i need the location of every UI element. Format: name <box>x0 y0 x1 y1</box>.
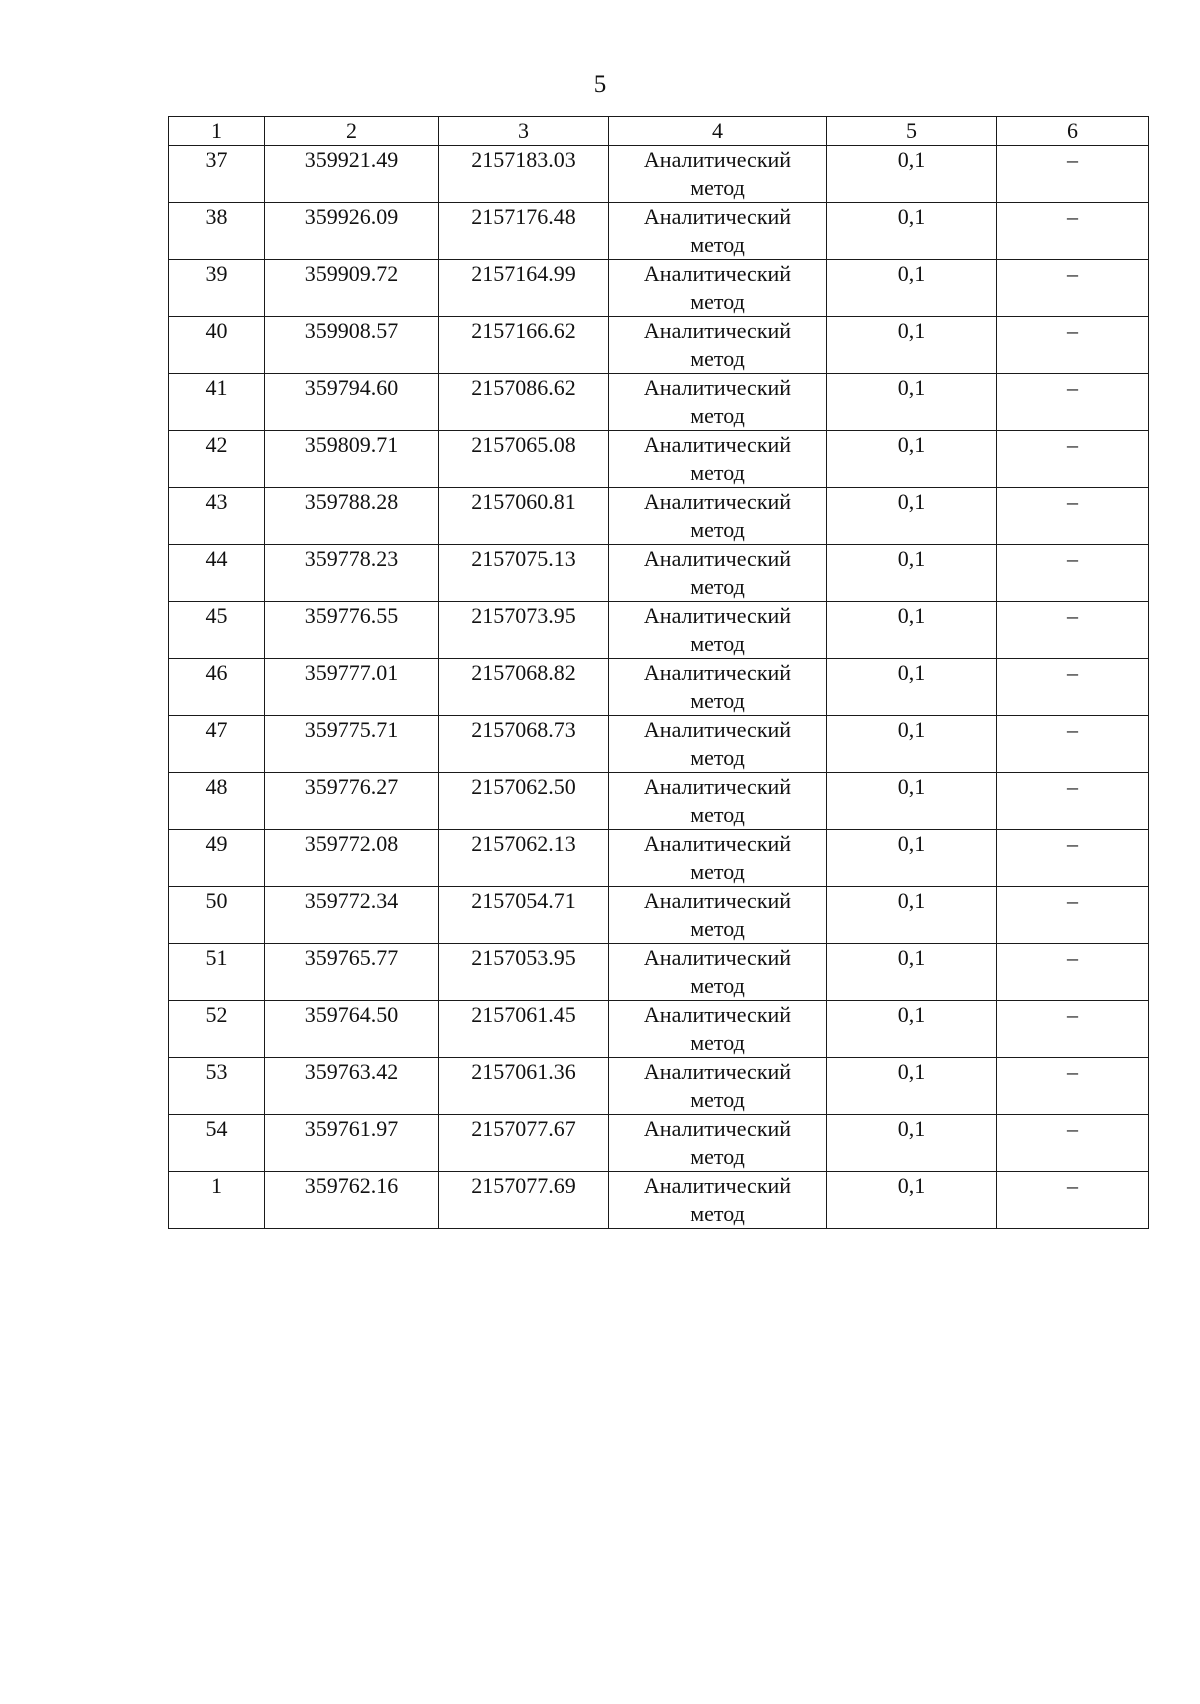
note-cell: – <box>997 203 1149 260</box>
point-number-cell: 49 <box>169 830 265 887</box>
method-line-2: метод <box>690 460 745 485</box>
method-cell <box>609 1001 827 1058</box>
method-cell <box>609 317 827 374</box>
method-line-2: метод <box>690 232 745 257</box>
method-line-2: метод <box>690 1201 745 1226</box>
method-line-1: Аналитический <box>643 774 792 799</box>
method-cell <box>609 374 827 431</box>
y-coordinate-cell: 2157073.95 <box>439 602 609 659</box>
point-number-cell: 44 <box>169 545 265 602</box>
method-cell <box>609 260 827 317</box>
y-coordinate-cell: 2157077.69 <box>439 1172 609 1229</box>
x-coordinate-cell: 359926.09 <box>265 203 439 260</box>
accuracy-cell: 0,1 <box>827 602 997 659</box>
note-cell: – <box>997 317 1149 374</box>
y-coordinate-cell: 2157061.45 <box>439 1001 609 1058</box>
note-cell: – <box>997 1115 1149 1172</box>
point-number-cell: 39 <box>169 260 265 317</box>
method-line-1: Аналитический <box>643 432 792 457</box>
point-number-cell: 45 <box>169 602 265 659</box>
table-row <box>169 887 1149 944</box>
x-coordinate-cell: 359788.28 <box>265 488 439 545</box>
accuracy-cell: 0,1 <box>827 1115 997 1172</box>
note-cell: – <box>997 716 1149 773</box>
method-line-1: Аналитический <box>643 204 792 229</box>
accuracy-cell: 0,1 <box>827 431 997 488</box>
table-row <box>169 317 1149 374</box>
method-line-2: метод <box>690 517 745 542</box>
method-cell <box>609 488 827 545</box>
header-cell-5: 5 <box>827 117 997 146</box>
table-row <box>169 944 1149 1001</box>
y-coordinate-cell: 2157176.48 <box>439 203 609 260</box>
accuracy-cell: 0,1 <box>827 146 997 203</box>
note-cell: – <box>997 944 1149 1001</box>
table-row <box>169 773 1149 830</box>
table-row <box>169 716 1149 773</box>
method-cell <box>609 602 827 659</box>
x-coordinate-cell: 359809.71 <box>265 431 439 488</box>
note-cell: – <box>997 260 1149 317</box>
method-line-2: метод <box>690 859 745 884</box>
y-coordinate-cell: 2157062.13 <box>439 830 609 887</box>
method-line-2: метод <box>690 916 745 941</box>
point-number-cell: 52 <box>169 1001 265 1058</box>
y-coordinate-cell: 2157054.71 <box>439 887 609 944</box>
accuracy-cell: 0,1 <box>827 488 997 545</box>
method-cell <box>609 431 827 488</box>
x-coordinate-cell: 359776.55 <box>265 602 439 659</box>
point-number-cell: 43 <box>169 488 265 545</box>
y-coordinate-cell: 2157068.73 <box>439 716 609 773</box>
y-coordinate-cell: 2157075.13 <box>439 545 609 602</box>
x-coordinate-cell: 359778.23 <box>265 545 439 602</box>
method-line-1: Аналитический <box>643 831 792 856</box>
x-coordinate-cell: 359761.97 <box>265 1115 439 1172</box>
method-line-1: Аналитический <box>643 1173 792 1198</box>
method-cell <box>609 773 827 830</box>
point-number-cell: 41 <box>169 374 265 431</box>
method-line-1: Аналитический <box>643 318 792 343</box>
method-cell <box>609 887 827 944</box>
y-coordinate-cell: 2157060.81 <box>439 488 609 545</box>
method-cell <box>609 1058 827 1115</box>
header-cell-4: 4 <box>609 117 827 146</box>
table-body <box>169 146 1149 1229</box>
accuracy-cell: 0,1 <box>827 203 997 260</box>
table-row <box>169 203 1149 260</box>
table-row <box>169 260 1149 317</box>
note-cell: – <box>997 545 1149 602</box>
method-cell <box>609 659 827 716</box>
point-number-cell: 46 <box>169 659 265 716</box>
note-cell: – <box>997 1172 1149 1229</box>
method-line-2: метод <box>690 973 745 998</box>
header-row <box>169 117 1149 146</box>
y-coordinate-cell: 2157183.03 <box>439 146 609 203</box>
method-line-2: метод <box>690 1030 745 1055</box>
method-cell <box>609 146 827 203</box>
table-row <box>169 1001 1149 1058</box>
y-coordinate-cell: 2157053.95 <box>439 944 609 1001</box>
point-number-cell: 50 <box>169 887 265 944</box>
x-coordinate-cell: 359762.16 <box>265 1172 439 1229</box>
note-cell: – <box>997 602 1149 659</box>
x-coordinate-cell: 359908.57 <box>265 317 439 374</box>
header-cell-6: 6 <box>997 117 1149 146</box>
accuracy-cell: 0,1 <box>827 716 997 773</box>
point-number-cell: 48 <box>169 773 265 830</box>
table-header <box>169 117 1149 146</box>
method-line-2: метод <box>690 403 745 428</box>
table-row <box>169 488 1149 545</box>
method-cell <box>609 545 827 602</box>
note-cell: – <box>997 887 1149 944</box>
method-line-1: Аналитический <box>643 375 792 400</box>
note-cell: – <box>997 773 1149 830</box>
table-row <box>169 1172 1149 1229</box>
method-line-1: Аналитический <box>643 660 792 685</box>
page-number: 5 <box>593 71 607 98</box>
x-coordinate-cell: 359764.50 <box>265 1001 439 1058</box>
method-line-1: Аналитический <box>643 888 792 913</box>
method-line-1: Аналитический <box>643 489 792 514</box>
accuracy-cell: 0,1 <box>827 545 997 602</box>
table-row <box>169 659 1149 716</box>
x-coordinate-cell: 359776.27 <box>265 773 439 830</box>
accuracy-cell: 0,1 <box>827 944 997 1001</box>
accuracy-cell: 0,1 <box>827 374 997 431</box>
x-coordinate-cell: 359763.42 <box>265 1058 439 1115</box>
point-number-cell: 47 <box>169 716 265 773</box>
table-row <box>169 1115 1149 1172</box>
method-line-1: Аналитический <box>643 945 792 970</box>
method-line-1: Аналитический <box>643 147 792 172</box>
method-line-1: Аналитический <box>643 603 792 628</box>
accuracy-cell: 0,1 <box>827 887 997 944</box>
point-number-cell: 1 <box>169 1172 265 1229</box>
method-line-1: Аналитический <box>643 546 792 571</box>
y-coordinate-cell: 2157061.36 <box>439 1058 609 1115</box>
method-line-2: метод <box>690 574 745 599</box>
accuracy-cell: 0,1 <box>827 1172 997 1229</box>
x-coordinate-cell: 359772.34 <box>265 887 439 944</box>
method-cell <box>609 830 827 887</box>
method-line-2: метод <box>690 175 745 200</box>
method-line-1: Аналитический <box>643 1002 792 1027</box>
x-coordinate-cell: 359772.08 <box>265 830 439 887</box>
point-number-cell: 51 <box>169 944 265 1001</box>
point-number-cell: 42 <box>169 431 265 488</box>
table-row <box>169 830 1149 887</box>
table-row <box>169 602 1149 659</box>
accuracy-cell: 0,1 <box>827 260 997 317</box>
x-coordinate-cell: 359777.01 <box>265 659 439 716</box>
note-cell: – <box>997 488 1149 545</box>
y-coordinate-cell: 2157086.62 <box>439 374 609 431</box>
header-cell-3: 3 <box>439 117 609 146</box>
method-cell <box>609 203 827 260</box>
method-line-1: Аналитический <box>643 717 792 742</box>
point-number-cell: 54 <box>169 1115 265 1172</box>
x-coordinate-cell: 359765.77 <box>265 944 439 1001</box>
note-cell: – <box>997 374 1149 431</box>
method-line-2: метод <box>690 289 745 314</box>
header-cell-2: 2 <box>265 117 439 146</box>
method-cell <box>609 1115 827 1172</box>
y-coordinate-cell: 2157065.08 <box>439 431 609 488</box>
y-coordinate-cell: 2157068.82 <box>439 659 609 716</box>
method-cell <box>609 944 827 1001</box>
method-line-2: метод <box>690 802 745 827</box>
point-number-cell: 40 <box>169 317 265 374</box>
x-coordinate-cell: 359921.49 <box>265 146 439 203</box>
point-number-cell: 37 <box>169 146 265 203</box>
method-line-2: метод <box>690 688 745 713</box>
point-number-cell: 53 <box>169 1058 265 1115</box>
y-coordinate-cell: 2157164.99 <box>439 260 609 317</box>
method-line-2: метод <box>690 1087 745 1112</box>
table-row <box>169 431 1149 488</box>
header-cell-1: 1 <box>169 117 265 146</box>
table-row <box>169 545 1149 602</box>
note-cell: – <box>997 146 1149 203</box>
point-number-cell: 38 <box>169 203 265 260</box>
method-line-2: метод <box>690 631 745 656</box>
accuracy-cell: 0,1 <box>827 830 997 887</box>
method-cell <box>609 716 827 773</box>
y-coordinate-cell: 2157077.67 <box>439 1115 609 1172</box>
accuracy-cell: 0,1 <box>827 773 997 830</box>
coordinates-table <box>168 116 1149 1229</box>
method-line-1: Аналитический <box>643 1116 792 1141</box>
method-line-2: метод <box>690 1144 745 1169</box>
y-coordinate-cell: 2157166.62 <box>439 317 609 374</box>
note-cell: – <box>997 431 1149 488</box>
method-line-2: метод <box>690 346 745 371</box>
note-cell: – <box>997 1058 1149 1115</box>
note-cell: – <box>997 1001 1149 1058</box>
accuracy-cell: 0,1 <box>827 1001 997 1058</box>
method-cell <box>609 1172 827 1229</box>
table-row <box>169 1058 1149 1115</box>
method-line-1: Аналитический <box>643 261 792 286</box>
note-cell: – <box>997 830 1149 887</box>
x-coordinate-cell: 359794.60 <box>265 374 439 431</box>
note-cell: – <box>997 659 1149 716</box>
x-coordinate-cell: 359775.71 <box>265 716 439 773</box>
method-line-1: Аналитический <box>643 1059 792 1084</box>
table-row <box>169 374 1149 431</box>
accuracy-cell: 0,1 <box>827 317 997 374</box>
y-coordinate-cell: 2157062.50 <box>439 773 609 830</box>
accuracy-cell: 0,1 <box>827 1058 997 1115</box>
accuracy-cell: 0,1 <box>827 659 997 716</box>
method-line-2: метод <box>690 745 745 770</box>
table-row <box>169 146 1149 203</box>
x-coordinate-cell: 359909.72 <box>265 260 439 317</box>
